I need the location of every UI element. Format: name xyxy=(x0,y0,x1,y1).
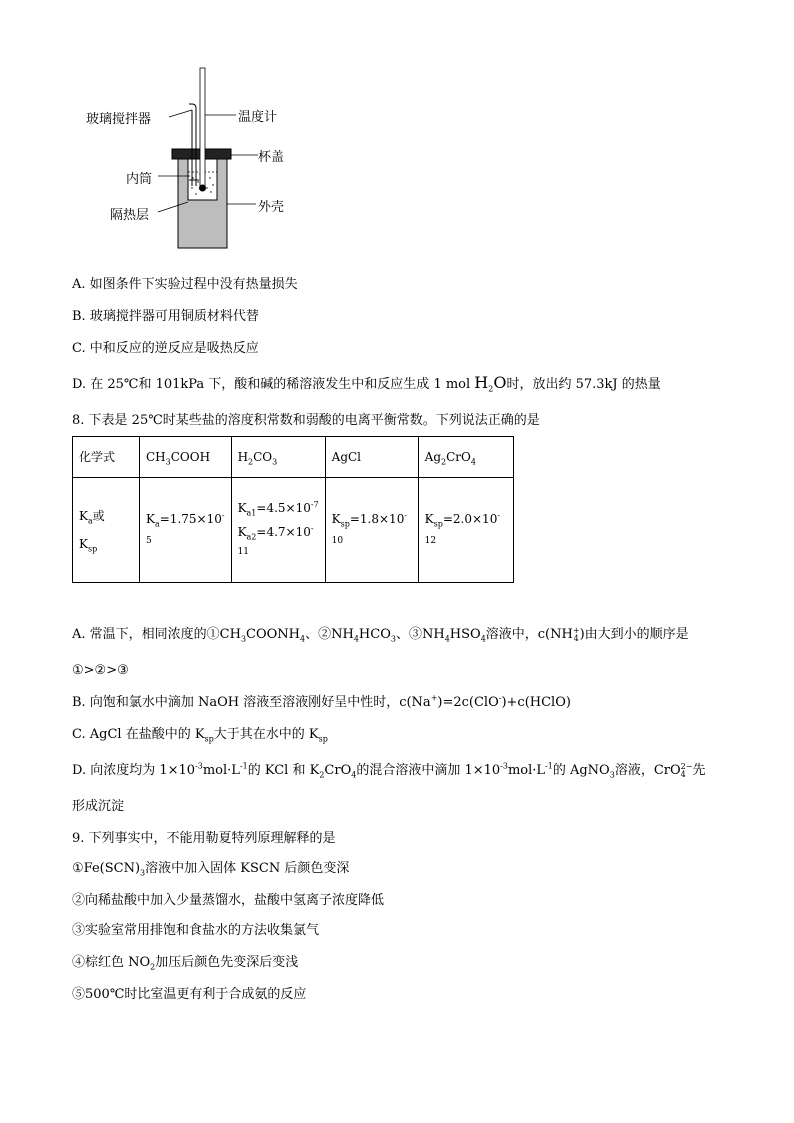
thermometer xyxy=(200,68,205,186)
q8-stem: 8. 下表是 25℃时某些盐的溶度积常数和弱酸的电离平衡常数。下列说法正确的是 xyxy=(72,413,540,428)
q7-option-a: A. 如图条件下实验过程中没有热量损失 xyxy=(72,277,298,292)
table-header: $H_2CO_3$ xyxy=(231,437,325,478)
q9-stem: 9. 下列事实中，不能用勒夏特列原理解释的是 xyxy=(72,831,336,846)
q7-option-d: D. 在 25℃和 101kPa 下，酸和碱的稀溶液发生中和反应生成 1 mol $H_2O$时，放出约 57.3kJ 的热量 xyxy=(72,373,661,394)
q9-item-4: ④棕红色 $NO_2$加压后颜色先变深后变浅 xyxy=(72,955,299,972)
table-header: AgCl xyxy=(325,437,418,478)
table-cell: $K_a=1.75\times 10^-$ 5 xyxy=(140,478,232,583)
q9-item-2: ②向稀盐酸中加入少量蒸馏水，盐酸中氢离子浓度降低 xyxy=(72,893,385,908)
q9-item-3: ③实验室常用排饱和食盐水的方法收集氯气 xyxy=(72,923,320,938)
q8-option-d-line2: 形成沉淀 xyxy=(72,799,125,814)
label-thermometer: 温度计 xyxy=(238,110,278,125)
table-cell: $K_{sp}=1.8\times 10^-$ 10 xyxy=(325,478,418,583)
q7-option-b: B. 玻璃搅拌器可用铜质材料代替 xyxy=(72,309,259,324)
constants-table xyxy=(72,436,514,583)
table-header: $CH_3COOH$ xyxy=(140,437,232,478)
q8-option-a-line2: ①>②>③ xyxy=(72,663,129,678)
label-inner-cup: 内筒 xyxy=(126,172,153,187)
q8-option-c: C. AgCl 在盐酸中的 $K_{sp}$大于其在水中的 $K_{sp}$ xyxy=(72,727,328,744)
label-lid: 杯盖 xyxy=(258,150,285,165)
table-cell: $K_a$或 $K_{sp}$ xyxy=(73,478,140,583)
q9-item-5: ⑤500℃时比室温更有利于合成氨的反应 xyxy=(72,987,307,1002)
q7-option-c: C. 中和反应的逆反应是吸热反应 xyxy=(72,341,259,356)
q8-option-a: A. 常温下，相同浓度的$①CH_3COONH_4$、$②NH_4HCO_3$、$③NH_4HSO_4$溶液中，c(NH + 4 )由大到小的顺序是 xyxy=(72,625,689,644)
table-header: $Ag_2CrO_4$ xyxy=(418,437,513,478)
q8-option-b: B. 向饱和氯水中滴加 NaOH 溶液至溶液刚好呈中性时，c(Na+)=2c(ClO-)+c(HClO) xyxy=(72,693,571,710)
table-cell: $K_{sp}=2.0\times 10^-$ 12 xyxy=(418,478,513,583)
table-header: 化学式 xyxy=(73,437,140,478)
label-insulation: 隔热层 xyxy=(110,208,150,223)
q9-item-1: $①Fe(SCN)_3$溶液中加入固体 KSCN 后颜色变深 xyxy=(72,861,350,878)
table-cell: $K_{a1}=4.5\times 10^{-7}$ $K_{a2}=4.7\times 10^-$ 11 xyxy=(231,478,325,583)
label-outer-shell: 外壳 xyxy=(258,200,285,215)
q8-option-d: D. 向浓度均为 $1\times 10^{-3}mol\cdot L^{-1}$的 KCl 和 $K_2CrO_4$的混合溶液中滴加 $1\times 10^{-3}mol\cdot L^{-1}$的 AgNO$_3$溶液，CrO 2− 4 先 xyxy=(72,761,706,780)
label-stirrer: 玻璃搅拌器 xyxy=(86,112,152,127)
